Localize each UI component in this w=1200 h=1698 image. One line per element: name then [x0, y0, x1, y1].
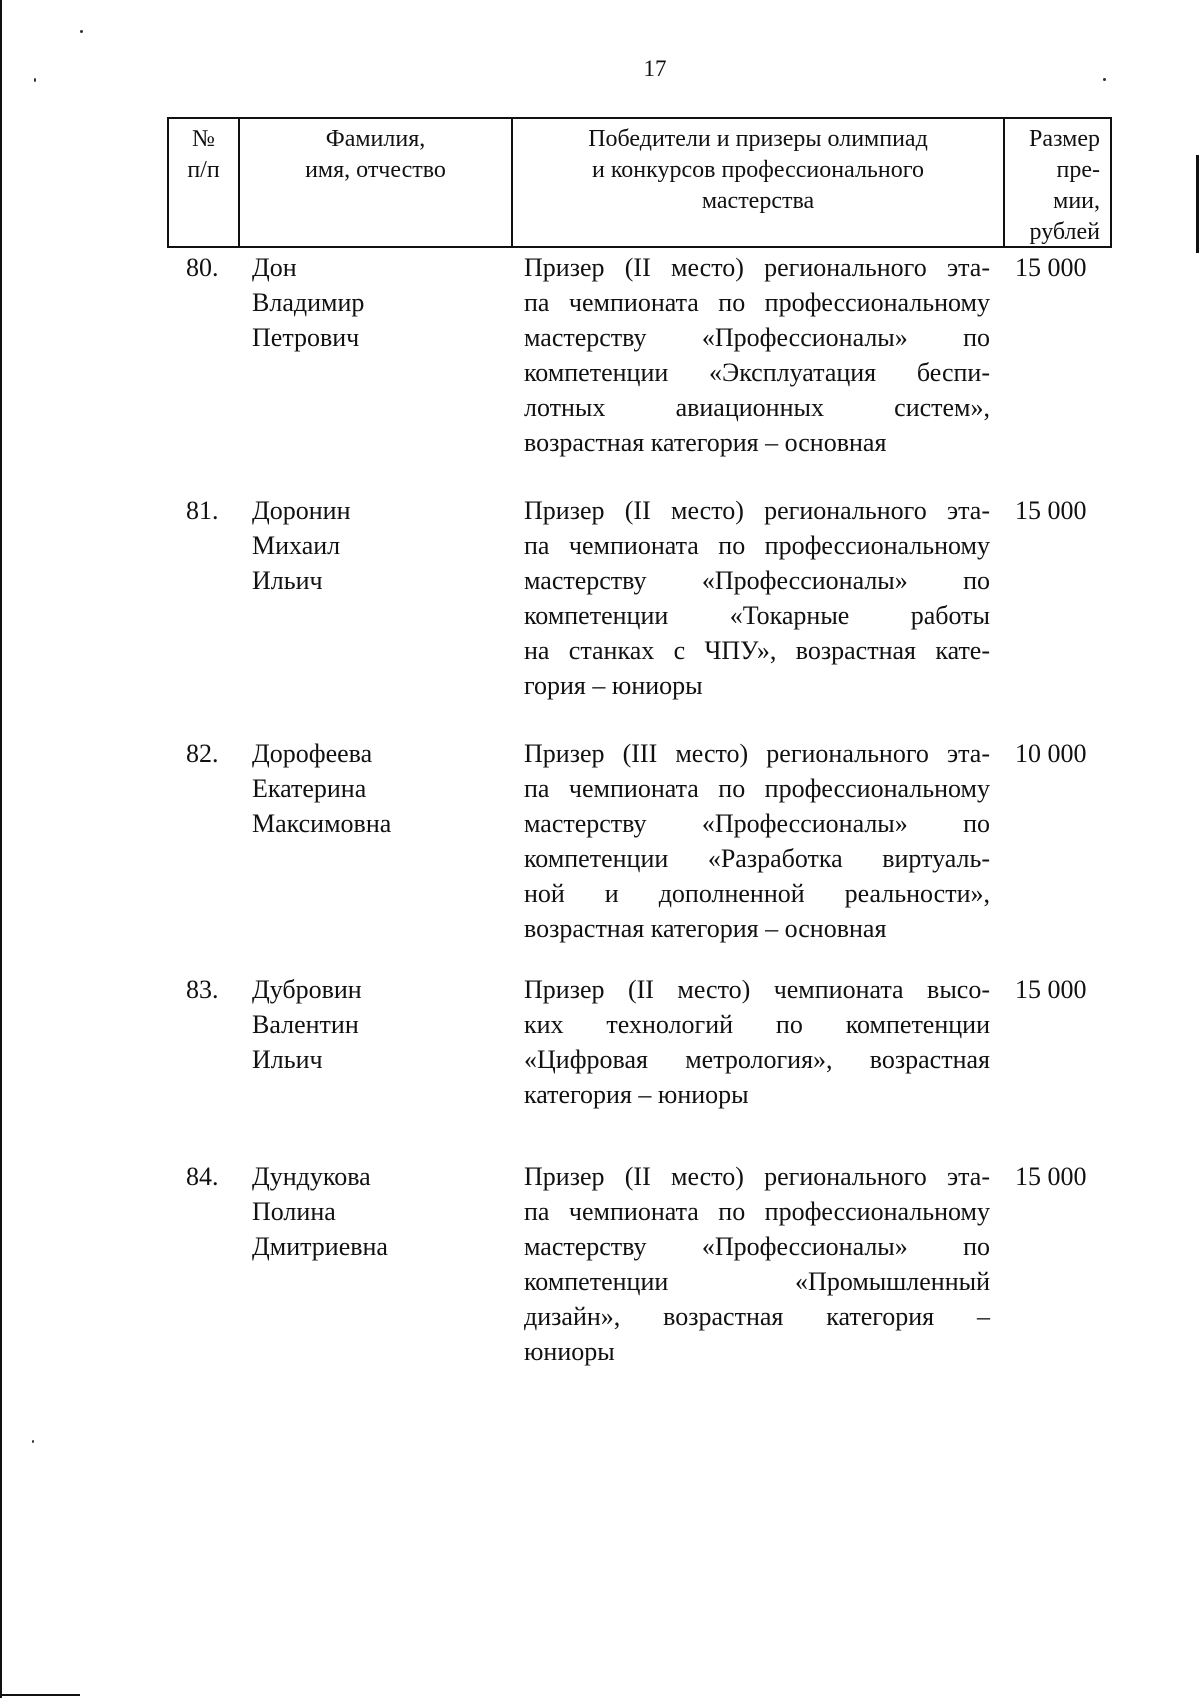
patronymic: Петрович	[252, 323, 360, 352]
award-line: ной и дополненной реальности»,	[524, 879, 990, 908]
surname: Дорофеева	[252, 739, 373, 768]
scan-edge-bottom	[0, 1694, 80, 1696]
row-award	[524, 493, 990, 703]
award-line: гория – юниоры	[524, 671, 703, 700]
row-amount: 15 000	[1015, 1162, 1087, 1191]
patronymic: Ильич	[252, 566, 323, 595]
row-number: 81.	[186, 496, 219, 525]
row-award	[524, 972, 990, 1112]
row-full-name	[252, 250, 364, 355]
award-line: «Цифровая метрология», возрастная	[524, 1045, 990, 1074]
row-full-name	[252, 972, 362, 1077]
award-line: на станках с ЧПУ», возрастная кате-	[524, 636, 990, 665]
page-number: 17	[643, 56, 667, 81]
award-line: категория – юниоры	[524, 1080, 749, 1109]
surname: Доронин	[252, 496, 351, 525]
row-full-name	[252, 1159, 388, 1264]
award-line: компетенции «Эксплуатация беспи-	[524, 358, 990, 387]
row-number: 80.	[186, 253, 219, 282]
award-line: возрастная категория – основная	[524, 914, 887, 943]
first-name: Екатерина	[252, 774, 367, 803]
award-line: Призер (II место) регионального эта-	[524, 496, 990, 525]
row-award	[524, 736, 990, 946]
award-line: мастерству «Профессионалы» по	[524, 323, 990, 352]
first-name: Владимир	[252, 288, 365, 317]
award-line: юниоры	[524, 1337, 615, 1366]
award-line: компетенции «Разработка виртуаль-	[524, 844, 990, 873]
award-line: Призер (II место) регионального эта-	[524, 1162, 990, 1191]
header-line: и конкурсов профессионального	[592, 157, 924, 183]
row-award	[524, 250, 990, 460]
award-line: возрастная категория – основная	[524, 428, 887, 457]
header-line: пре-	[1056, 157, 1100, 183]
scan-speck	[80, 30, 83, 33]
scan-edge-right	[1196, 155, 1199, 253]
surname: Дундукова	[252, 1162, 371, 1191]
header-line: п/п	[187, 157, 220, 183]
award-line: ких технологий по компетенции	[524, 1010, 990, 1039]
award-line: дизайн», возрастная категория –	[524, 1302, 990, 1331]
award-line: мастерству «Профессионалы» по	[524, 1232, 990, 1261]
first-name: Валентин	[252, 1010, 359, 1039]
first-name: Полина	[252, 1197, 336, 1226]
surname: Дон	[252, 253, 297, 282]
header-line: рублей	[1029, 219, 1100, 245]
award-line: Призер (II место) чемпионата высо-	[524, 975, 990, 1004]
header-amount	[1005, 119, 1110, 246]
table-row	[0, 736, 1200, 943]
award-line: компетенции «Токарные работы	[524, 601, 990, 630]
row-full-name	[252, 736, 391, 841]
row-full-name	[252, 493, 350, 598]
patronymic: Дмитриевна	[252, 1232, 388, 1261]
header-number	[169, 119, 240, 246]
row-award	[524, 1159, 990, 1369]
row-amount: 10 000	[1015, 739, 1087, 768]
row-number: 83.	[186, 975, 219, 1004]
row-amount: 15 000	[1015, 496, 1087, 525]
header-line: мии,	[1053, 188, 1100, 214]
table-row	[0, 1159, 1200, 1366]
header-line: №	[192, 126, 215, 152]
award-line: Призер (II место) регионального эта-	[524, 253, 990, 282]
surname: Дубровин	[252, 975, 362, 1004]
award-line: Призер (III место) регионального эта-	[524, 739, 990, 768]
row-number: 82.	[186, 739, 219, 768]
header-line: Фамилия,	[325, 126, 426, 152]
header-line: имя, отчество	[305, 157, 446, 183]
header-line: Победители и призеры олимпиад	[588, 126, 928, 152]
table-row	[0, 972, 1200, 1109]
row-number: 84.	[186, 1162, 219, 1191]
header-full-name	[240, 119, 513, 246]
award-line: па чемпионата по профессиональному	[524, 774, 990, 803]
award-line: па чемпионата по профессиональному	[524, 288, 990, 317]
award-line: па чемпионата по профессиональному	[524, 531, 990, 560]
award-line: мастерству «Профессионалы» по	[524, 809, 990, 838]
award-line: лотных авиационных систем»,	[524, 393, 990, 422]
table-row	[0, 250, 1200, 457]
patronymic: Ильич	[252, 1045, 323, 1074]
row-amount: 15 000	[1015, 975, 1087, 1004]
award-line: па чемпионата по профессиональному	[524, 1197, 990, 1226]
row-amount: 15 000	[1015, 253, 1087, 282]
header-award	[513, 119, 1005, 246]
header-line: мастерства	[701, 188, 815, 214]
table-header	[167, 117, 1112, 248]
scan-speck	[32, 1440, 34, 1443]
first-name: Михаил	[252, 531, 341, 560]
table-row	[0, 493, 1200, 700]
patronymic: Максимовна	[252, 809, 392, 838]
header-line: Размер	[1029, 126, 1100, 152]
award-line: мастерству «Профессионалы» по	[524, 566, 990, 595]
award-line: компетенции «Промышленный	[524, 1267, 990, 1296]
